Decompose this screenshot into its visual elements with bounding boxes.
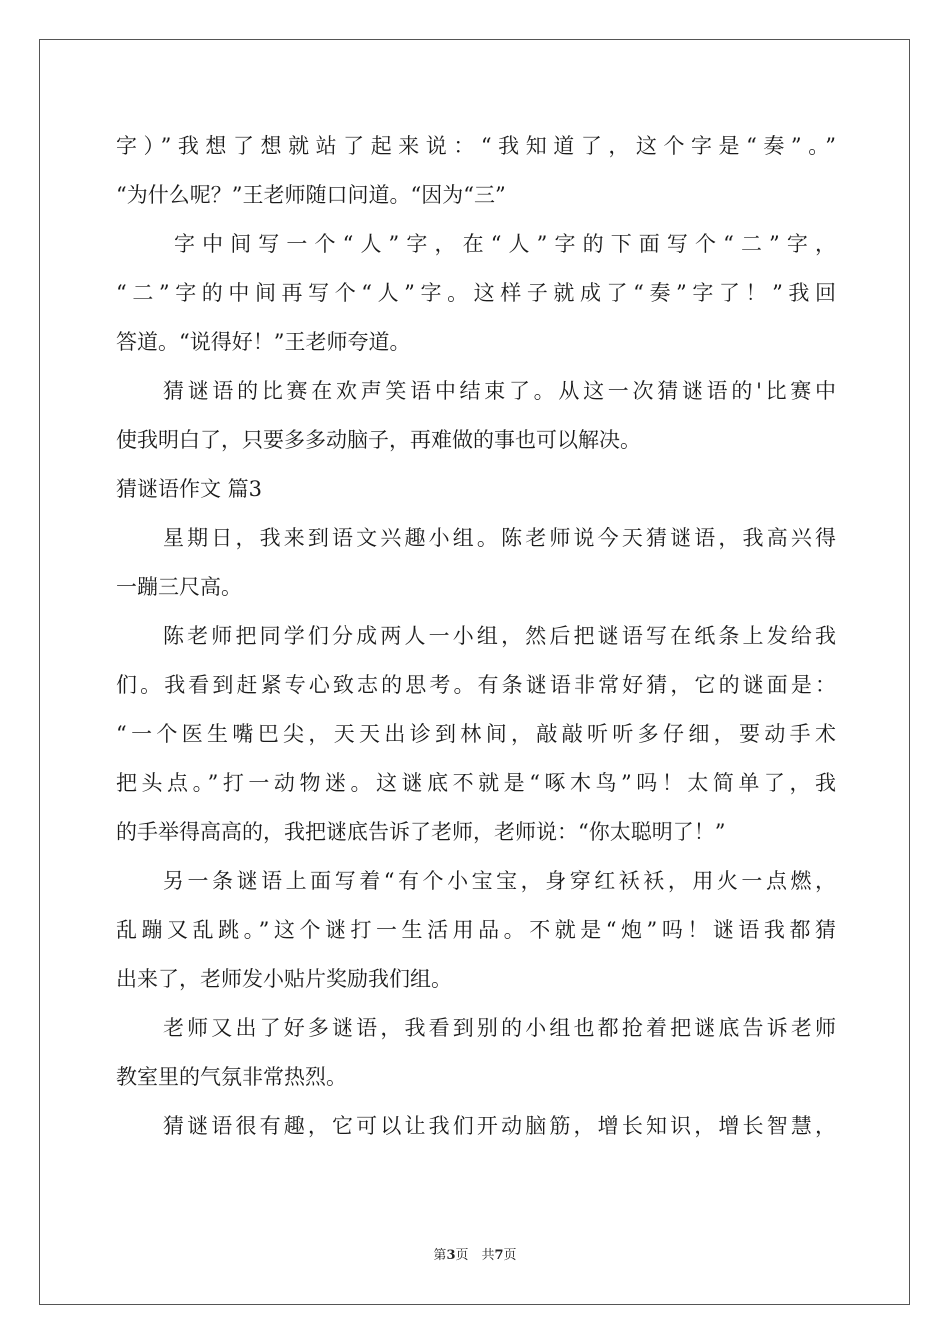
text-line-16: 另一条谜语上面写着“有个小宝宝，身穿红袄袄，用火一点燃， <box>163 869 836 893</box>
document-body <box>116 126 836 1155</box>
footer-page-number: 3 <box>446 1248 456 1263</box>
page-footer <box>0 1244 950 1263</box>
text-line-11: 陈老师把同学们分成两人一小组，然后把谜语写在纸条上发给我 <box>163 624 836 648</box>
text-line-2: “为什么呢？”王老师随口问道。“因为“三” <box>116 183 506 207</box>
footer-suffix: 页 <box>503 1248 517 1263</box>
text-line-5: 答道。“说得好！”王老师夸道。 <box>116 330 411 354</box>
text-line-20: 教室里的气氛非常热烈。 <box>116 1065 347 1089</box>
text-line-7: 使我明白了，只要多多动脑子，再难做的事也可以解决。 <box>116 428 641 452</box>
text-line-13: “一个医生嘴巴尖，天天出诊到林间，敲敲听听多仔细，要动手术 <box>116 722 836 746</box>
text-line-19: 老师又出了好多谜语，我看到别的小组也都抢着把谜底告诉老师 <box>163 1016 836 1040</box>
footer-mid: 页 共 <box>455 1248 495 1263</box>
text-line-21: 猜谜语很有趣，它可以让我们开动脑筋，增长知识，增长智慧， <box>163 1114 836 1138</box>
text-line-6: 猜谜语的比赛在欢声笑语中结束了。从这一次猜谜语的'比赛中 <box>163 379 836 403</box>
text-line-3: 字中间写一个“人”字，在“人”字的下面写个“二”字， <box>174 232 836 256</box>
text-line-18: 出来了，老师发小贴片奖励我们组。 <box>116 967 452 991</box>
footer-prefix: 第 <box>433 1248 447 1263</box>
section-heading: 猜谜语作文 篇3 <box>116 477 263 501</box>
text-line-15: 的手举得高高的，我把谜底告诉了老师，老师说：“你太聪明了！” <box>116 820 726 844</box>
text-line-9: 星期日，我来到语文兴趣小组。陈老师说今天猜谜语，我高兴得 <box>163 526 836 550</box>
text-line-4: “二”字的中间再写个“人”字。这样子就成了“奏”字了！”我回 <box>116 281 836 305</box>
footer-total-pages: 7 <box>494 1248 504 1263</box>
text-line-1: 字）”我想了想就站了起来说：“我知道了，这个字是“奏”。” <box>116 134 836 158</box>
text-line-12: 们。我看到赶紧专心致志的思考。有条谜语非常好猜，它的谜面是： <box>116 673 836 697</box>
text-line-10: 一蹦三尺高。 <box>116 575 242 599</box>
text-line-14: 把头点。”打一动物迷。这谜底不就是“啄木鸟”吗！太简单了，我 <box>116 771 836 795</box>
text-line-17: 乱蹦又乱跳。”这个谜打一生活用品。不就是“炮”吗！谜语我都猜 <box>116 918 836 942</box>
